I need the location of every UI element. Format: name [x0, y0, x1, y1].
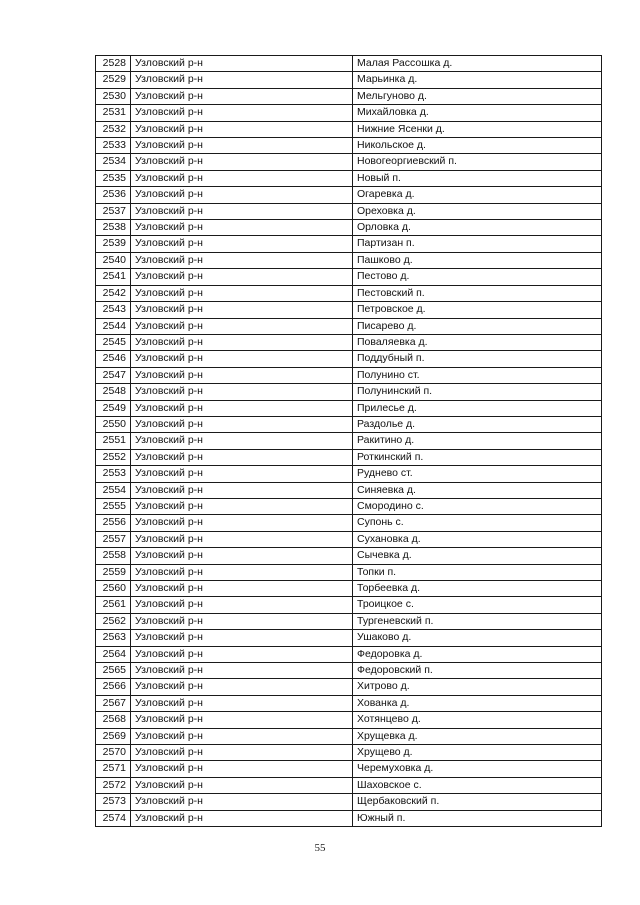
district-cell: Узловский р-н [131, 695, 353, 711]
settlement-cell: Пестово д. [353, 269, 602, 285]
row-number-cell: 2568 [96, 712, 131, 728]
table-row [96, 695, 602, 711]
table-row [96, 630, 602, 646]
row-number-cell: 2557 [96, 531, 131, 547]
table-row [96, 498, 602, 514]
table-row [96, 482, 602, 498]
row-number-cell: 2573 [96, 794, 131, 810]
row-number-cell: 2554 [96, 482, 131, 498]
district-cell: Узловский р-н [131, 646, 353, 662]
row-number-cell: 2564 [96, 646, 131, 662]
district-cell: Узловский р-н [131, 498, 353, 514]
row-number-cell: 2533 [96, 138, 131, 154]
table-row [96, 203, 602, 219]
table-row [96, 269, 602, 285]
row-number-cell: 2558 [96, 548, 131, 564]
row-number-cell: 2561 [96, 597, 131, 613]
table-row [96, 121, 602, 137]
district-cell: Узловский р-н [131, 285, 353, 301]
table-row [96, 712, 602, 728]
table-row [96, 613, 602, 629]
table-row [96, 663, 602, 679]
row-number-cell: 2540 [96, 252, 131, 268]
table-row [96, 466, 602, 482]
settlements-table [95, 55, 602, 827]
settlement-cell: Супонь с. [353, 515, 602, 531]
table-row [96, 679, 602, 695]
row-number-cell: 2528 [96, 56, 131, 72]
page-number: 55 [314, 842, 326, 854]
table-row [96, 564, 602, 580]
table-row [96, 400, 602, 416]
table-row [96, 531, 602, 547]
district-cell: Узловский р-н [131, 121, 353, 137]
settlement-cell: Полунино ст. [353, 367, 602, 383]
settlement-cell: Федоровский п. [353, 663, 602, 679]
district-cell: Узловский р-н [131, 138, 353, 154]
district-cell: Узловский р-н [131, 334, 353, 350]
district-cell: Узловский р-н [131, 531, 353, 547]
row-number-cell: 2572 [96, 777, 131, 793]
settlement-cell: Торбеевка д. [353, 581, 602, 597]
table-row [96, 236, 602, 252]
settlement-cell: Поваляевка д. [353, 334, 602, 350]
settlement-cell: Ракитино д. [353, 433, 602, 449]
row-number-cell: 2550 [96, 416, 131, 432]
settlement-cell: Хрущево д. [353, 745, 602, 761]
district-cell: Узловский р-н [131, 269, 353, 285]
row-number-cell: 2569 [96, 728, 131, 744]
district-cell: Узловский р-н [131, 449, 353, 465]
settlement-cell: Михайловка д. [353, 105, 602, 121]
district-cell: Узловский р-н [131, 72, 353, 88]
settlement-cell: Пашково д. [353, 252, 602, 268]
table-row [96, 220, 602, 236]
row-number-cell: 2548 [96, 384, 131, 400]
table-row [96, 318, 602, 334]
district-cell: Узловский р-н [131, 203, 353, 219]
district-cell: Узловский р-н [131, 564, 353, 580]
district-cell: Узловский р-н [131, 663, 353, 679]
settlement-cell: Марьинка д. [353, 72, 602, 88]
table-row [96, 187, 602, 203]
row-number-cell: 2560 [96, 581, 131, 597]
row-number-cell: 2543 [96, 302, 131, 318]
table-row [96, 72, 602, 88]
row-number-cell: 2535 [96, 170, 131, 186]
row-number-cell: 2567 [96, 695, 131, 711]
row-number-cell: 2555 [96, 498, 131, 514]
settlement-cell: Роткинский п. [353, 449, 602, 465]
settlement-cell: Черемуховка д. [353, 761, 602, 777]
settlement-cell: Полунинский п. [353, 384, 602, 400]
district-cell: Узловский р-н [131, 597, 353, 613]
settlement-cell: Хрущевка д. [353, 728, 602, 744]
table-row [96, 745, 602, 761]
settlement-cell: Пестовский п. [353, 285, 602, 301]
settlement-cell: Хованка д. [353, 695, 602, 711]
settlement-cell: Новый п. [353, 170, 602, 186]
row-number-cell: 2556 [96, 515, 131, 531]
table-row [96, 646, 602, 662]
district-cell: Узловский р-н [131, 170, 353, 186]
settlement-cell: Новогеоргиевский п. [353, 154, 602, 170]
row-number-cell: 2530 [96, 88, 131, 104]
settlement-cell: Хотянцево д. [353, 712, 602, 728]
table-row [96, 777, 602, 793]
district-cell: Узловский р-н [131, 302, 353, 318]
row-number-cell: 2547 [96, 367, 131, 383]
row-number-cell: 2542 [96, 285, 131, 301]
table-row [96, 581, 602, 597]
row-number-cell: 2551 [96, 433, 131, 449]
settlement-cell: Писарево д. [353, 318, 602, 334]
row-number-cell: 2546 [96, 351, 131, 367]
table-row [96, 384, 602, 400]
district-cell: Узловский р-н [131, 220, 353, 236]
row-number-cell: 2545 [96, 334, 131, 350]
settlement-cell: Прилесье д. [353, 400, 602, 416]
row-number-cell: 2574 [96, 810, 131, 826]
row-number-cell: 2539 [96, 236, 131, 252]
table-row [96, 302, 602, 318]
district-cell: Узловский р-н [131, 794, 353, 810]
district-cell: Узловский р-н [131, 56, 353, 72]
district-cell: Узловский р-н [131, 416, 353, 432]
district-cell: Узловский р-н [131, 187, 353, 203]
settlement-cell: Южный п. [353, 810, 602, 826]
table-row [96, 433, 602, 449]
district-cell: Узловский р-н [131, 761, 353, 777]
table-row [96, 351, 602, 367]
settlement-cell: Шаховское с. [353, 777, 602, 793]
table-row [96, 334, 602, 350]
table-row [96, 56, 602, 72]
settlement-cell: Малая Рассошка д. [353, 56, 602, 72]
table-row [96, 597, 602, 613]
row-number-cell: 2534 [96, 154, 131, 170]
district-cell: Узловский р-н [131, 351, 353, 367]
row-number-cell: 2571 [96, 761, 131, 777]
row-number-cell: 2570 [96, 745, 131, 761]
settlement-cell: Петровское д. [353, 302, 602, 318]
district-cell: Узловский р-н [131, 679, 353, 695]
table-row [96, 515, 602, 531]
district-cell: Узловский р-н [131, 712, 353, 728]
row-number-cell: 2544 [96, 318, 131, 334]
row-number-cell: 2565 [96, 663, 131, 679]
table-row [96, 416, 602, 432]
table-row [96, 285, 602, 301]
table-body [96, 56, 602, 827]
settlement-cell: Смородино с. [353, 498, 602, 514]
row-number-cell: 2563 [96, 630, 131, 646]
settlement-cell: Партизан п. [353, 236, 602, 252]
district-cell: Узловский р-н [131, 433, 353, 449]
row-number-cell: 2553 [96, 466, 131, 482]
settlement-cell: Нижние Ясенки д. [353, 121, 602, 137]
settlement-cell: Троицкое с. [353, 597, 602, 613]
row-number-cell: 2529 [96, 72, 131, 88]
table-row [96, 138, 602, 154]
district-cell: Узловский р-н [131, 613, 353, 629]
settlement-cell: Топки п. [353, 564, 602, 580]
row-number-cell: 2552 [96, 449, 131, 465]
settlement-cell: Раздолье д. [353, 416, 602, 432]
table-row [96, 449, 602, 465]
settlement-cell: Поддубный п. [353, 351, 602, 367]
settlement-cell: Щербаковский п. [353, 794, 602, 810]
settlement-cell: Ореховка д. [353, 203, 602, 219]
table-row [96, 252, 602, 268]
row-number-cell: 2537 [96, 203, 131, 219]
district-cell: Узловский р-н [131, 367, 353, 383]
settlement-cell: Сычевка д. [353, 548, 602, 564]
settlement-cell: Федоровка д. [353, 646, 602, 662]
district-cell: Узловский р-н [131, 88, 353, 104]
district-cell: Узловский р-н [131, 318, 353, 334]
table-row [96, 170, 602, 186]
row-number-cell: 2562 [96, 613, 131, 629]
table-row [96, 761, 602, 777]
district-cell: Узловский р-н [131, 400, 353, 416]
settlement-cell: Орловка д. [353, 220, 602, 236]
settlement-cell: Никольское д. [353, 138, 602, 154]
district-cell: Узловский р-н [131, 236, 353, 252]
table-row [96, 88, 602, 104]
district-cell: Узловский р-н [131, 777, 353, 793]
table-row [96, 794, 602, 810]
row-number-cell: 2566 [96, 679, 131, 695]
district-cell: Узловский р-н [131, 728, 353, 744]
settlement-cell: Сухановка д. [353, 531, 602, 547]
district-cell: Узловский р-н [131, 515, 353, 531]
table-row [96, 367, 602, 383]
table-row [96, 728, 602, 744]
district-cell: Узловский р-н [131, 745, 353, 761]
row-number-cell: 2531 [96, 105, 131, 121]
district-cell: Узловский р-н [131, 252, 353, 268]
row-number-cell: 2541 [96, 269, 131, 285]
table-row [96, 154, 602, 170]
row-number-cell: 2538 [96, 220, 131, 236]
table-row [96, 548, 602, 564]
district-cell: Узловский р-н [131, 154, 353, 170]
table-row [96, 105, 602, 121]
settlement-cell: Тургеневский п. [353, 613, 602, 629]
settlement-cell: Хитрово д. [353, 679, 602, 695]
district-cell: Узловский р-н [131, 548, 353, 564]
settlement-cell: Мельгуново д. [353, 88, 602, 104]
district-cell: Узловский р-н [131, 384, 353, 400]
settlement-cell: Огаревка д. [353, 187, 602, 203]
district-cell: Узловский р-н [131, 581, 353, 597]
settlement-cell: Ушаково д. [353, 630, 602, 646]
settlement-cell: Руднево ст. [353, 466, 602, 482]
row-number-cell: 2536 [96, 187, 131, 203]
district-cell: Узловский р-н [131, 466, 353, 482]
district-cell: Узловский р-н [131, 482, 353, 498]
table-row [96, 810, 602, 826]
district-cell: Узловский р-н [131, 810, 353, 826]
row-number-cell: 2559 [96, 564, 131, 580]
settlement-cell: Синяевка д. [353, 482, 602, 498]
row-number-cell: 2532 [96, 121, 131, 137]
row-number-cell: 2549 [96, 400, 131, 416]
district-cell: Узловский р-н [131, 105, 353, 121]
district-cell: Узловский р-н [131, 630, 353, 646]
